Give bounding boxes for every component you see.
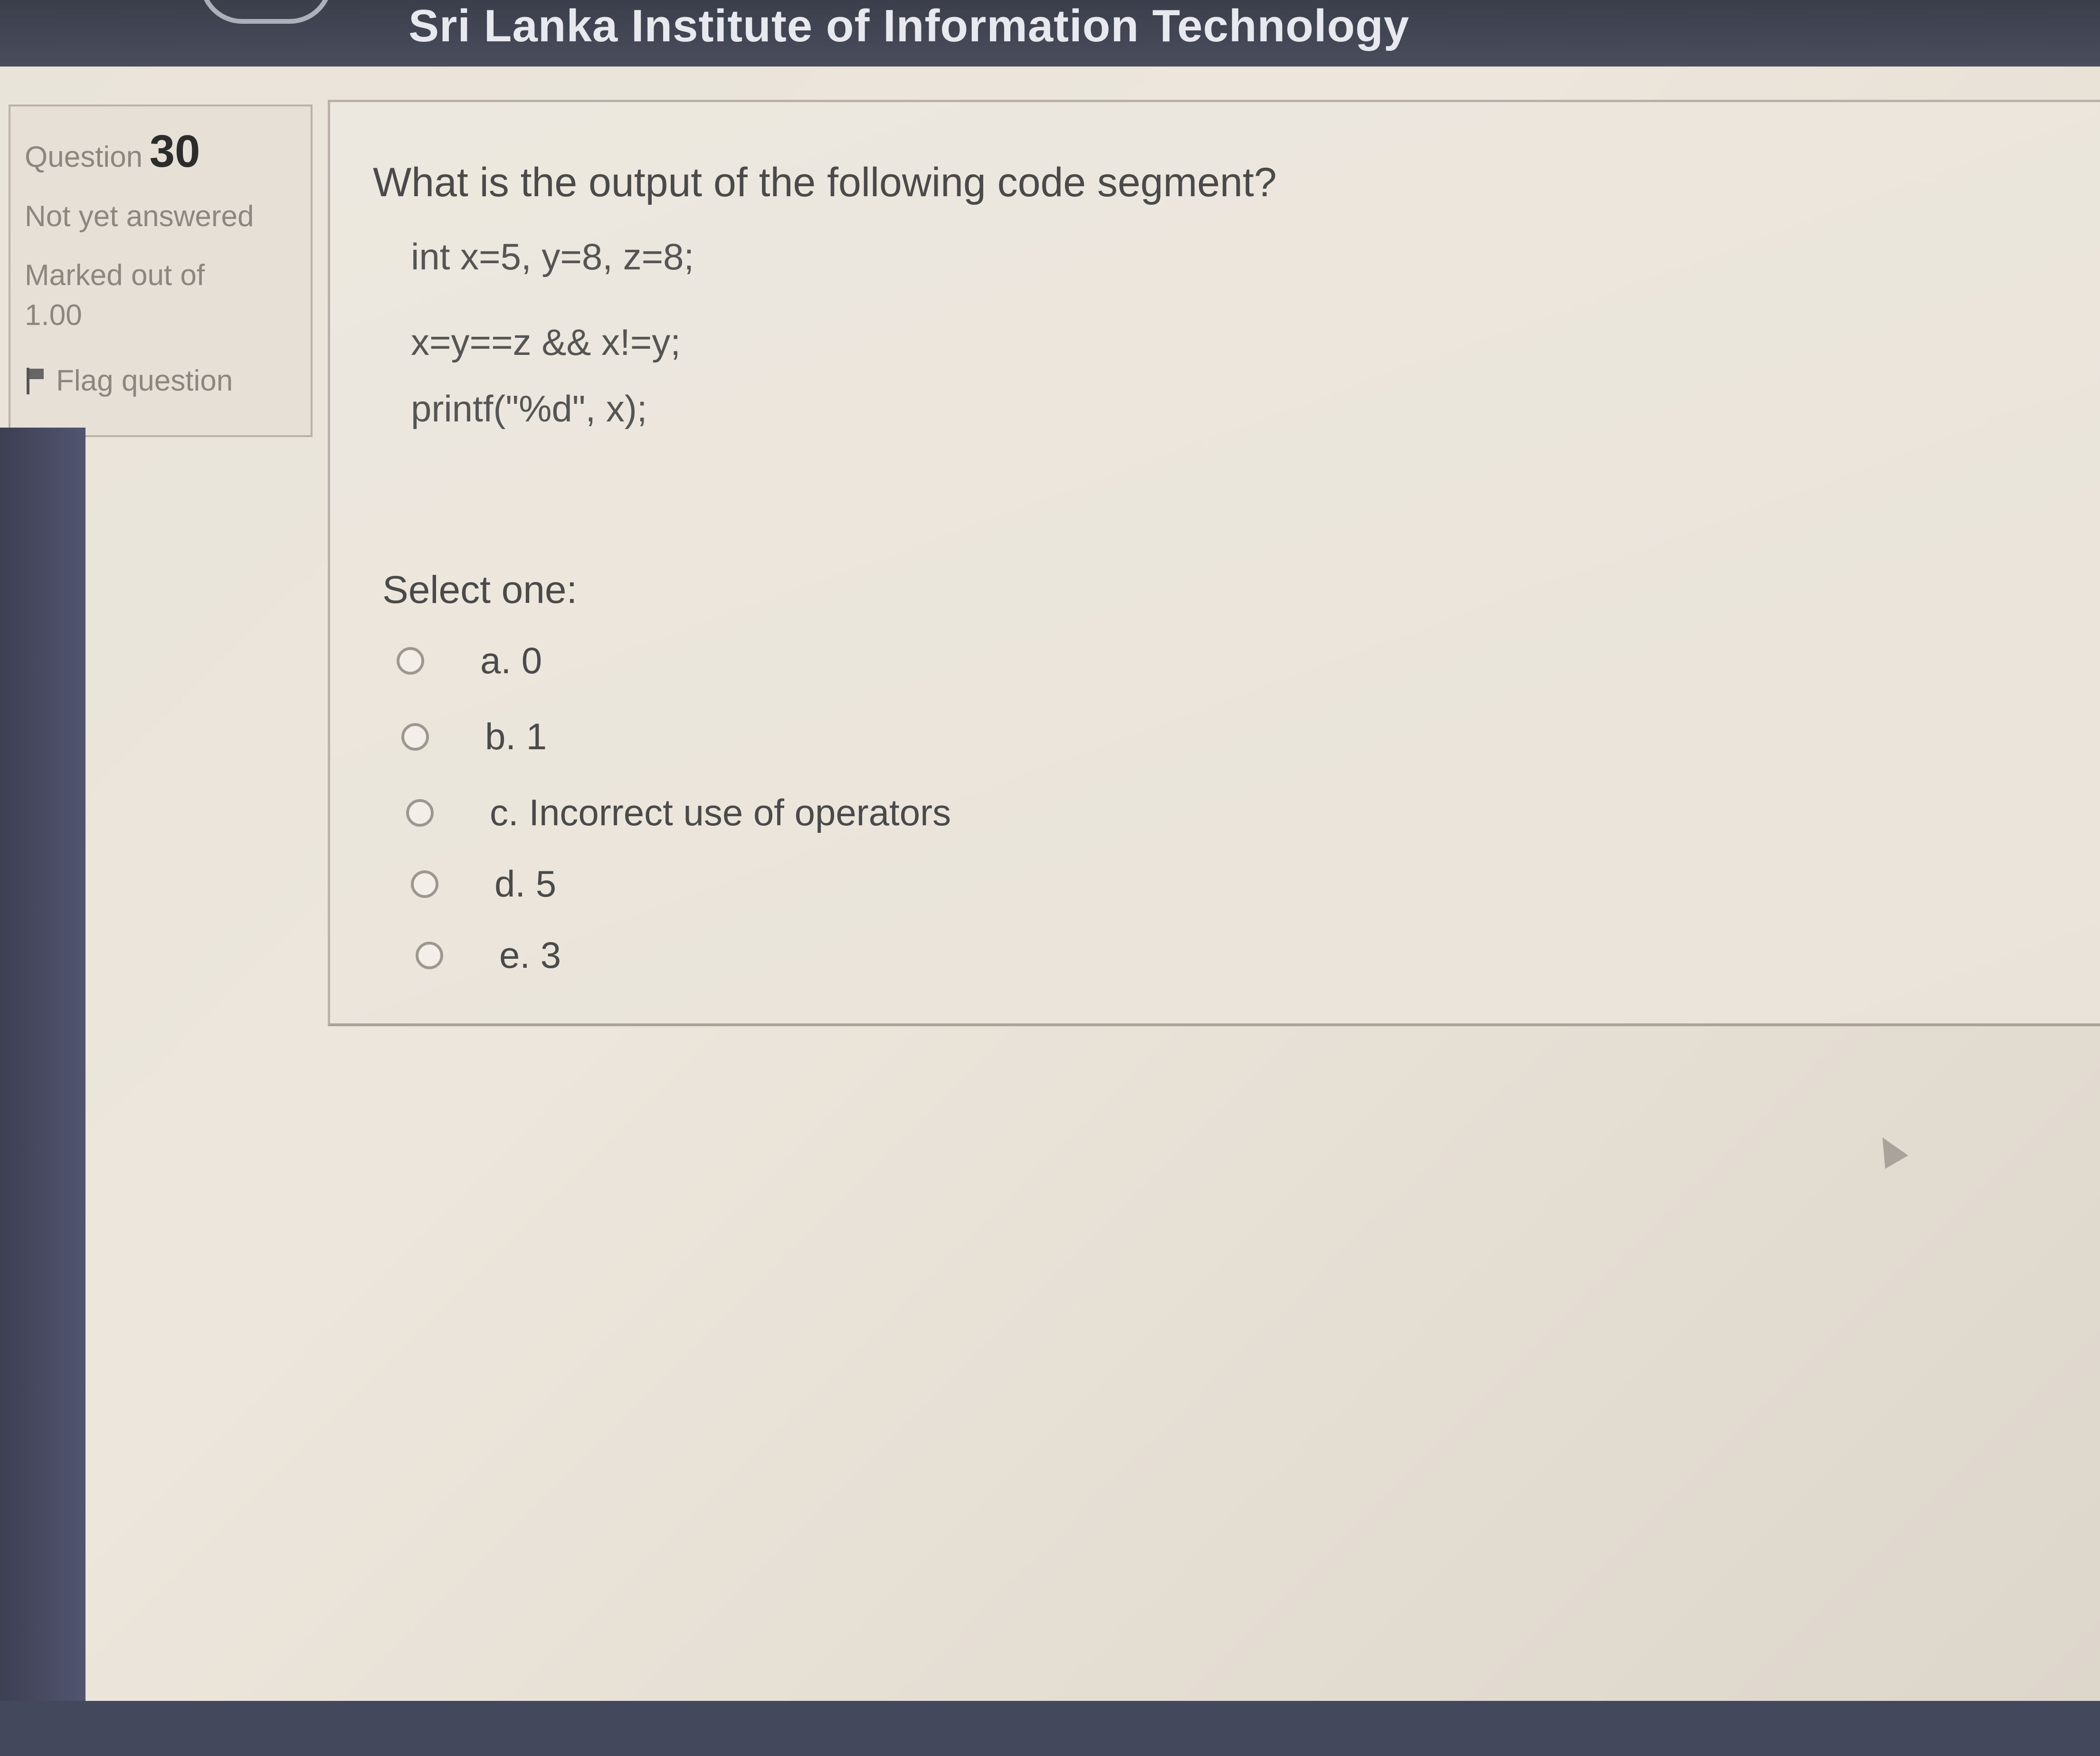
question-status: Not yet answered [25, 200, 254, 233]
question-content [328, 100, 2100, 1026]
radio-button[interactable] [411, 870, 438, 898]
question-number-row [25, 125, 296, 178]
question-label: Question [25, 141, 143, 173]
code-line-1: int x=5, y=8, z=8; [411, 236, 694, 277]
logo-icon [200, 0, 333, 24]
option-b[interactable] [401, 715, 547, 758]
option-label: d. 5 [494, 863, 557, 905]
site-header [0, 0, 2100, 67]
flag-icon [25, 368, 44, 394]
radio-button[interactable] [406, 799, 434, 827]
monitor-bezel-left [0, 428, 86, 1756]
option-label: b. 1 [485, 716, 547, 757]
option-d[interactable] [411, 862, 556, 906]
radio-button[interactable] [416, 942, 443, 969]
option-label: a. 0 [480, 639, 542, 681]
question-text: What is the output of the following code segment? [373, 160, 1277, 205]
question-number: 30 [149, 126, 200, 177]
option-c[interactable] [406, 791, 951, 834]
flag-question-button[interactable] [25, 364, 296, 398]
question-info-panel [9, 105, 313, 437]
flag-question-label: Flag question [56, 364, 233, 397]
radio-button[interactable] [397, 647, 424, 675]
marked-out-of-text: Marked out of [25, 259, 205, 292]
marks-value: 1.00 [25, 299, 82, 332]
option-label: e. 3 [499, 934, 561, 976]
option-label: c. Incorrect use of operators [490, 792, 951, 833]
code-line-3: printf("%d", x); [411, 388, 647, 429]
code-line-2: x=y==z && x!=y; [411, 321, 681, 363]
select-one-label: Select one: [382, 568, 578, 611]
option-a[interactable] [397, 639, 542, 682]
monitor-bezel-bottom [0, 1701, 2100, 1756]
site-title: Sri Lanka Institute of Information Technology [409, 0, 1410, 51]
marked-out-of-label [25, 256, 296, 335]
radio-button[interactable] [401, 723, 429, 751]
option-e[interactable] [416, 934, 561, 977]
